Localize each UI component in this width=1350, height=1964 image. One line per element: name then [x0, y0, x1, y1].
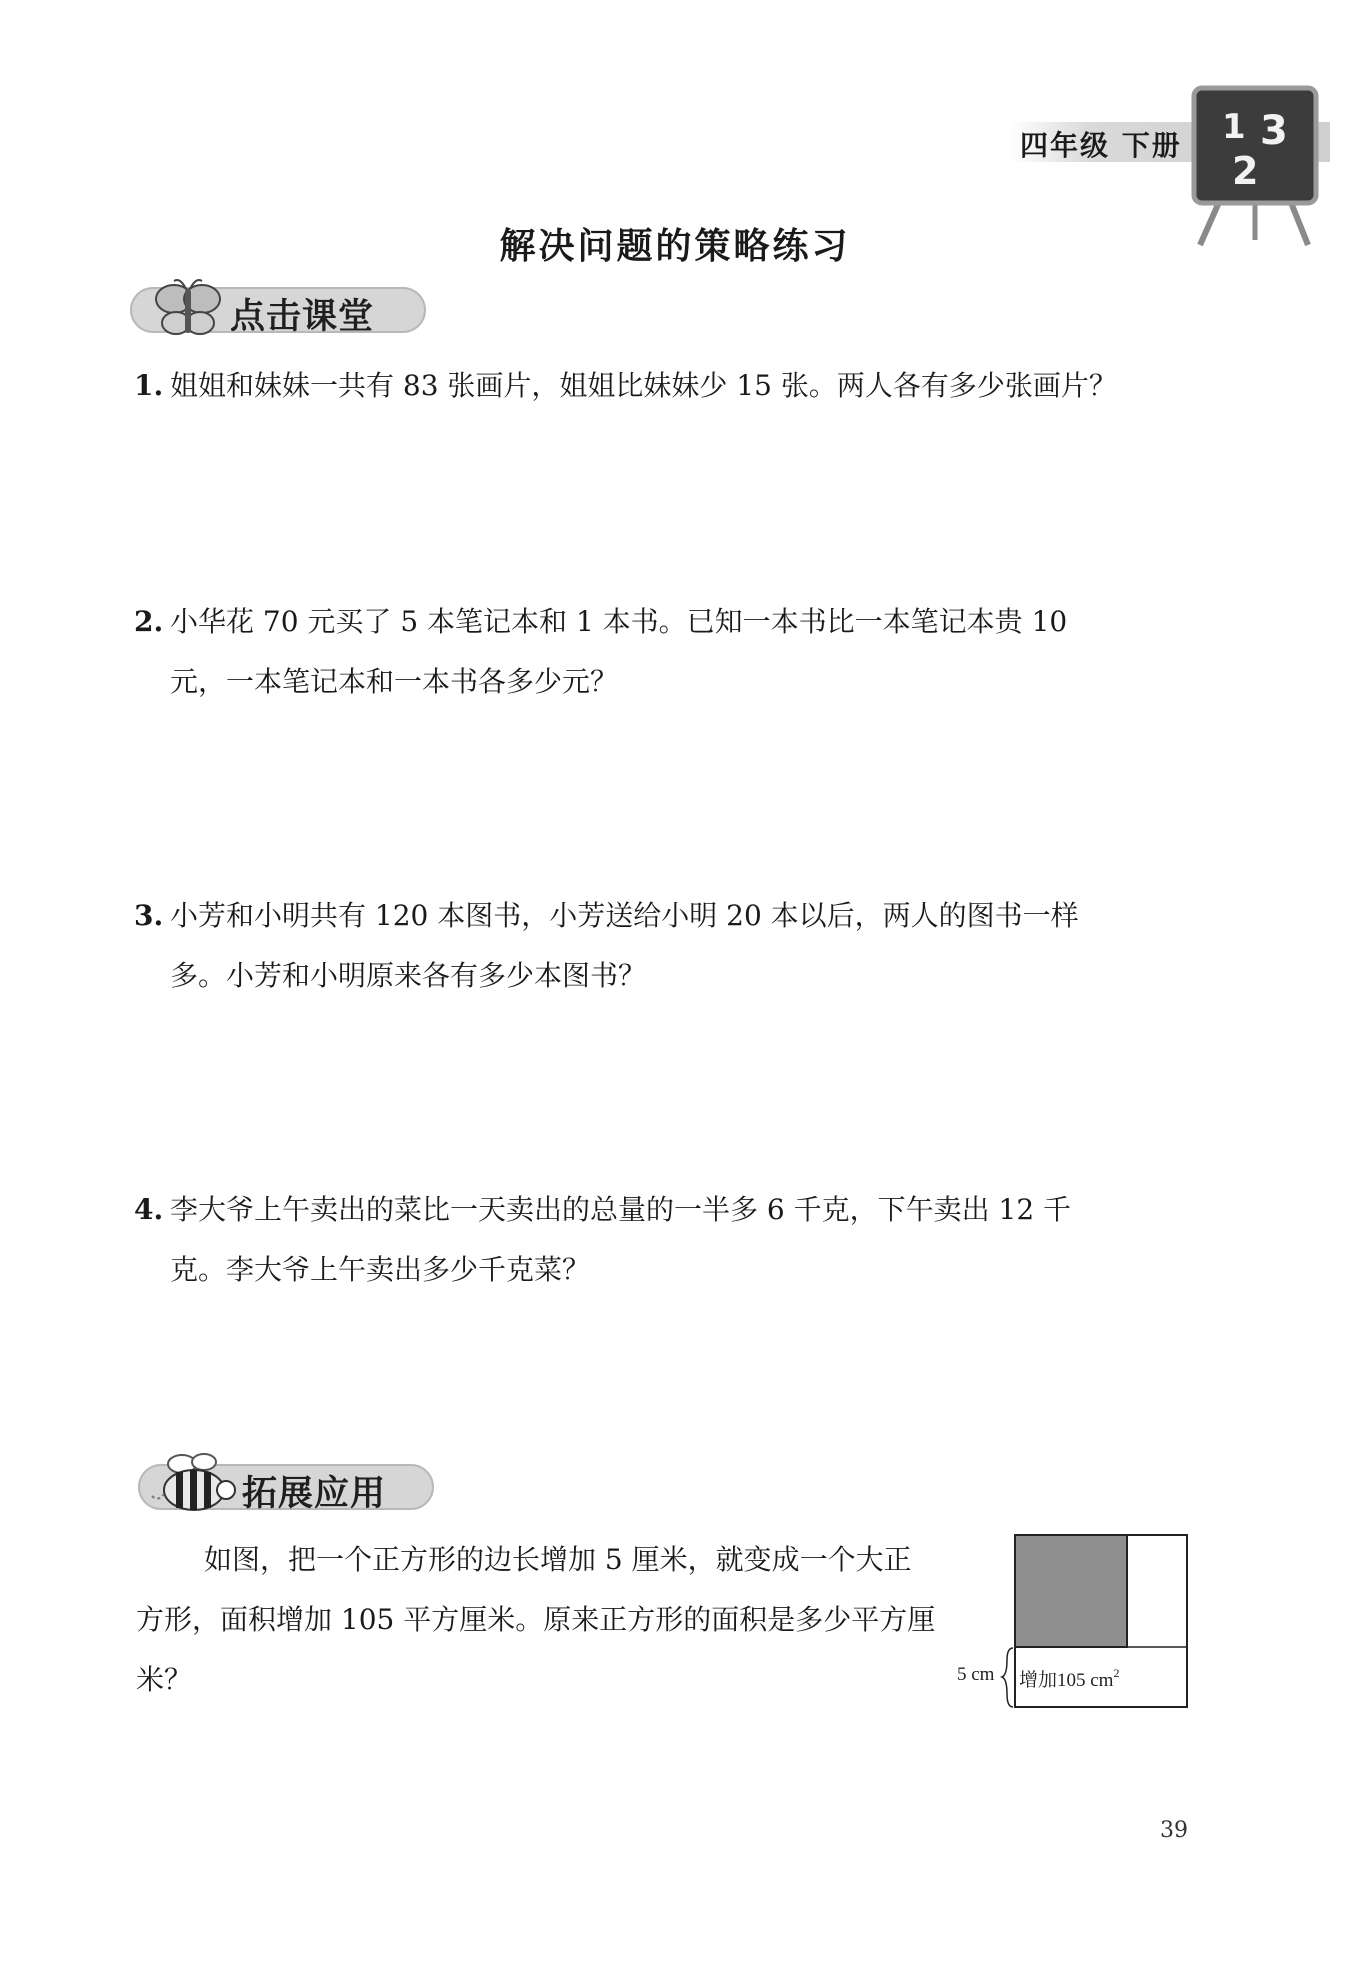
question-4	[134, 1180, 1194, 1300]
question-text-cont: 多。小芳和小明原来各有多少本图书？	[170, 959, 647, 992]
section-label-classroom: 点击课堂	[230, 297, 375, 337]
question-text: 姐姐和妹妹一共有 83 张画片，姐姐比妹妹少 15 张。两人各有多少张画片？	[170, 369, 1117, 402]
question-text: 小华花 70 元买了 5 本笔记本和 1 本书。已知一本书比一本笔记本贵 10	[170, 605, 1068, 638]
question-3	[134, 886, 1194, 1006]
question-number: 4.	[134, 1193, 164, 1226]
page-number: 39	[1160, 1818, 1188, 1843]
question-2	[134, 592, 1194, 712]
question-text-cont: 克。李大爷上午卖出多少千克菜？	[170, 1253, 591, 1286]
brace-icon	[1002, 1648, 1013, 1707]
svg-text:增加105 cm2	[1019, 1666, 1119, 1691]
section-banner-classroom	[130, 287, 430, 337]
grade-label: 四年级 下册	[1020, 129, 1182, 162]
section-label-extension: 拓展应用	[242, 1474, 387, 1514]
question-text-cont: 元，一本笔记本和一本书各多少元？	[170, 665, 619, 698]
question-number: 2.	[134, 605, 164, 638]
question-text: 小芳和小明共有 120 本图书，小芳送给小明 20 本以后，两人的图书一样	[170, 899, 1079, 932]
added-area-label: 增加105 cm	[1019, 1670, 1114, 1691]
question-text: 李大爷上午卖出的菜比一天卖出的总量的一半多 6 千克，下午卖出 12 千	[170, 1193, 1072, 1226]
page-title: 解决问题的策略练习	[499, 226, 851, 267]
area-unit-superscript: 2	[1113, 1666, 1120, 1680]
original-square	[1015, 1535, 1127, 1647]
extension-problem-text: 如图，把一个正方形的边长增加 5 厘米，就变成一个大正方形，面积增加 105 平方厘米。原来正方形的面积是多少平方厘米？	[136, 1543, 936, 1696]
chalk-digit-2: 2	[1232, 149, 1259, 193]
chalk-digit-3: 3	[1260, 108, 1288, 154]
bee-icon	[148, 1450, 244, 1520]
question-1	[134, 356, 1194, 416]
chalk-digit-1: 1	[1222, 107, 1246, 147]
question-number: 1.	[134, 369, 164, 402]
question-number: 3.	[134, 899, 164, 932]
side-length-label: 5 cm	[957, 1664, 995, 1685]
butterfly-icon	[144, 277, 234, 343]
square-figure	[955, 1530, 1195, 1715]
section-banner-extension	[138, 1464, 438, 1514]
